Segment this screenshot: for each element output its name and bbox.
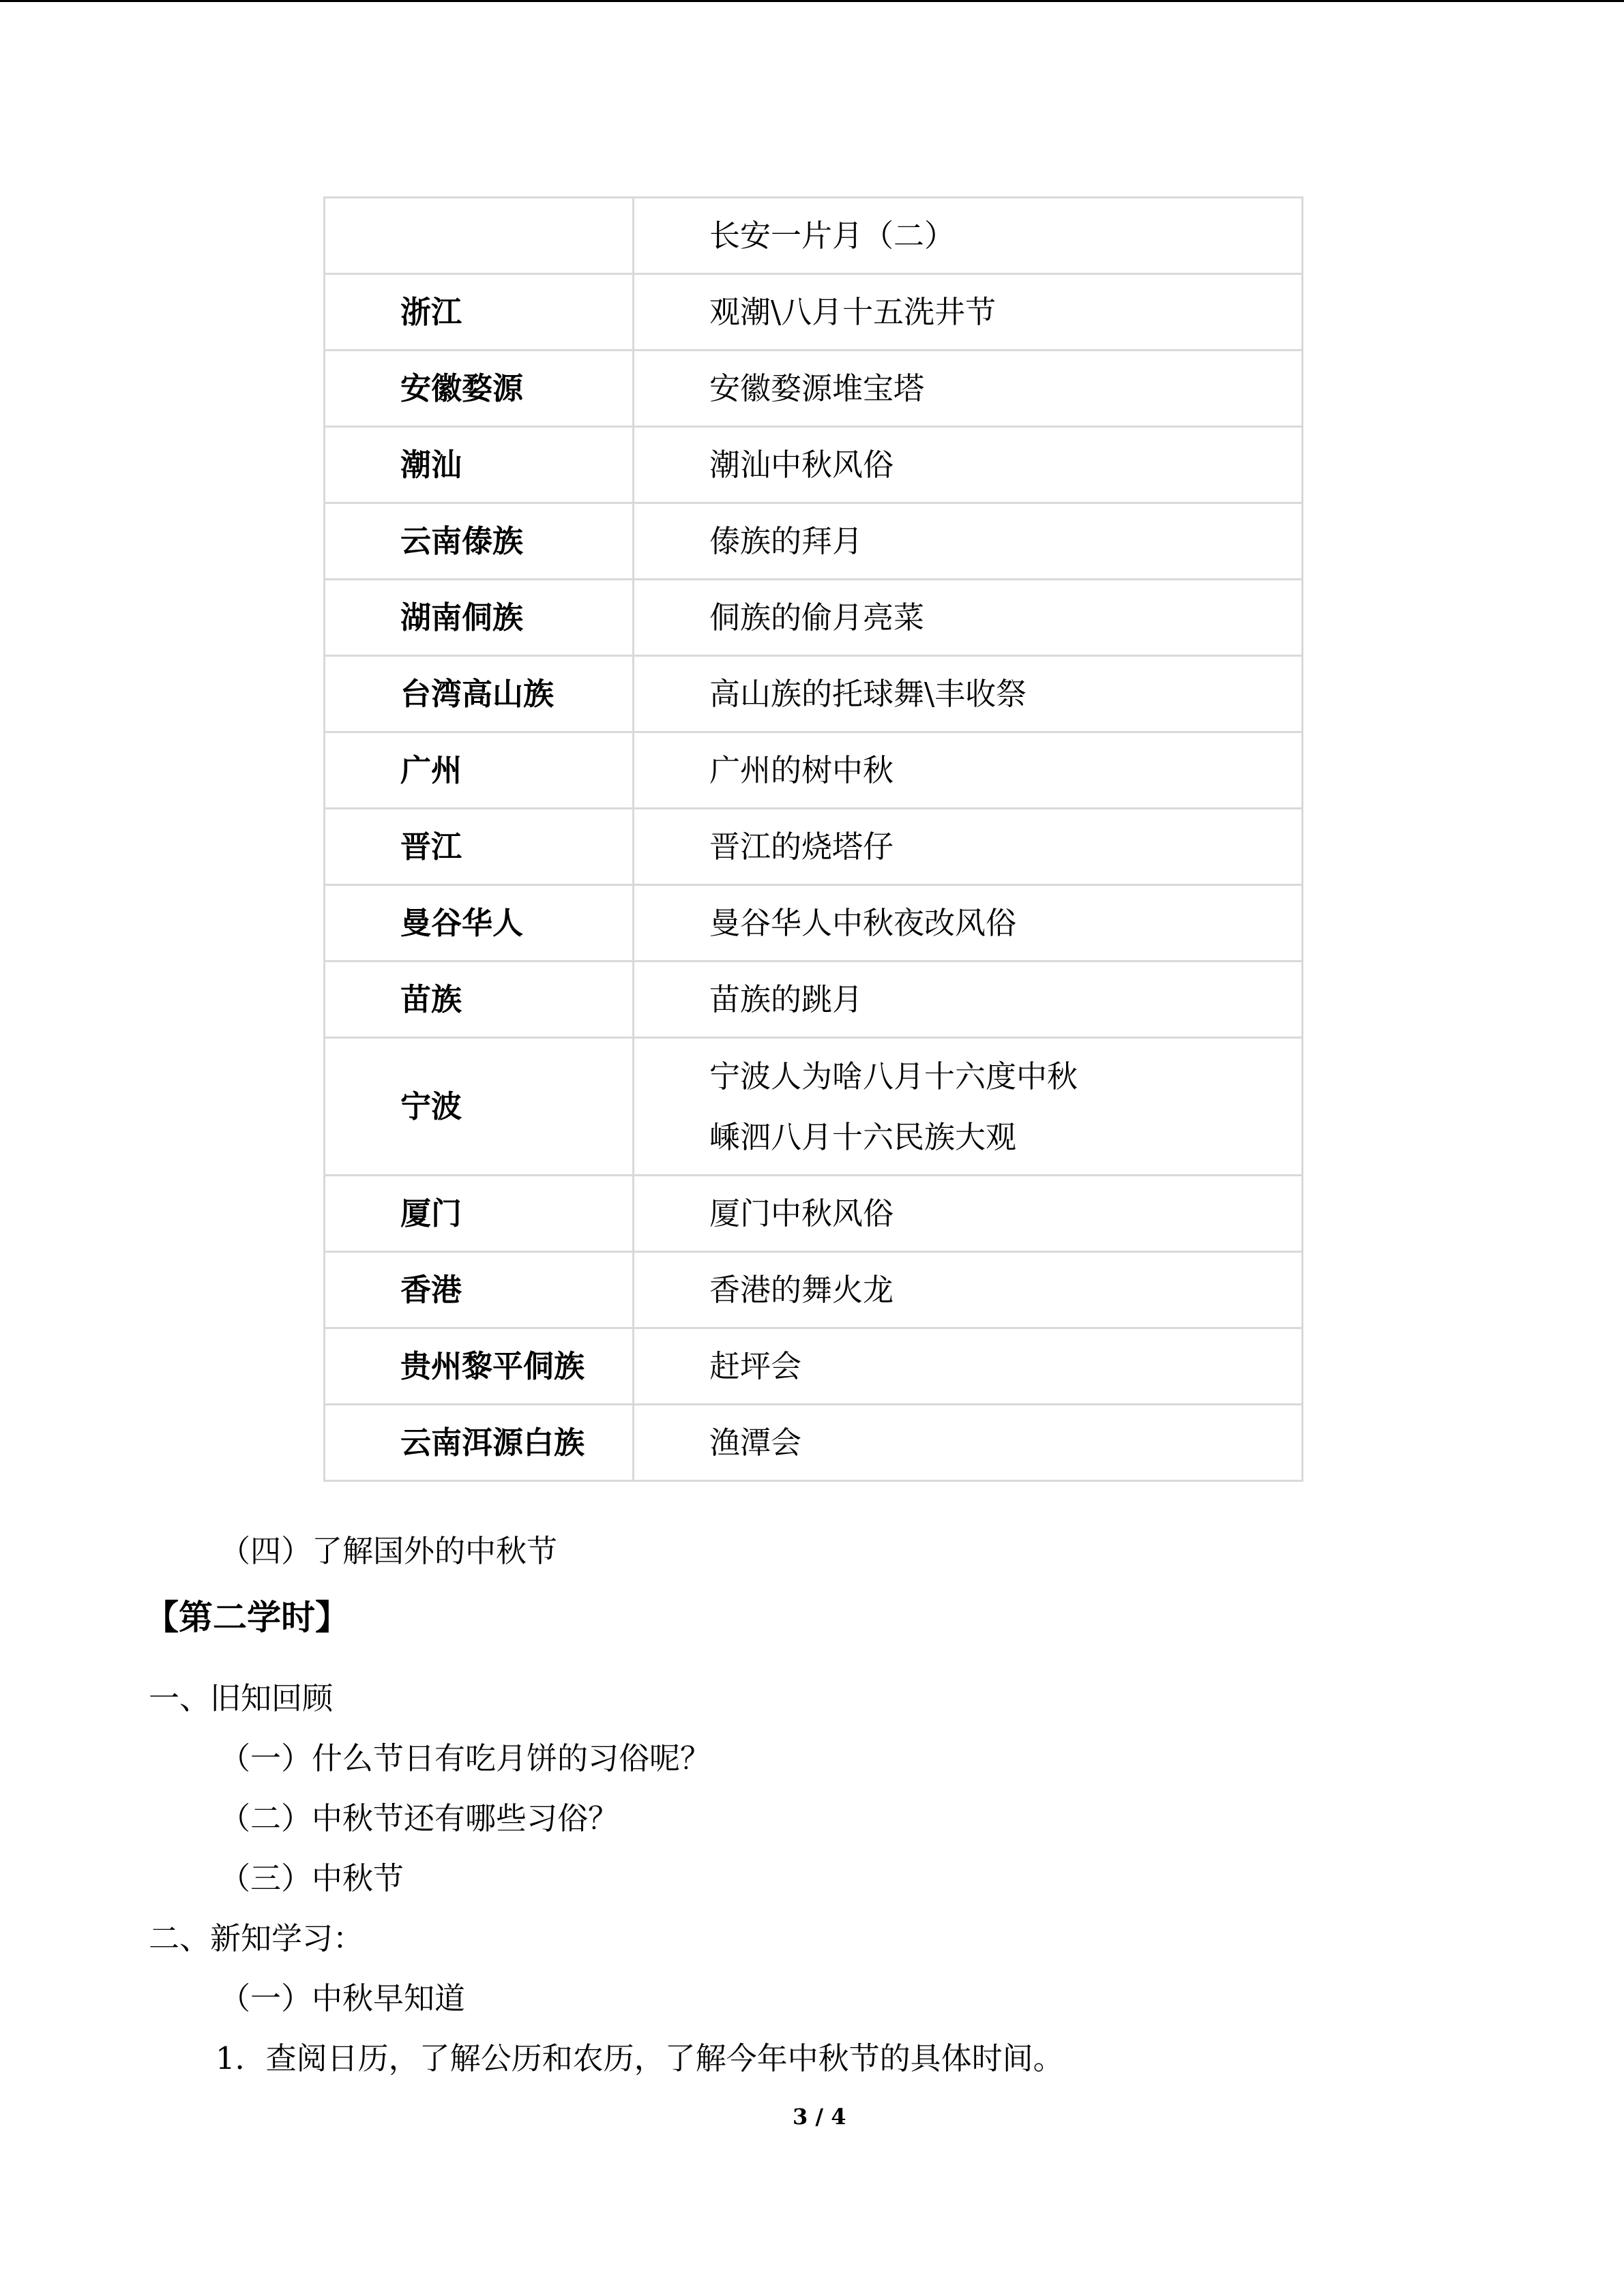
table-row — [325, 656, 1303, 732]
topic-cell — [634, 961, 1303, 1038]
topic-text: 高山族的托球舞\丰收祭 — [709, 676, 1027, 712]
table-row — [325, 732, 1303, 809]
topic-text: 广州的树中秋 — [709, 752, 894, 788]
region-cell: 贵州黎平侗族 — [325, 1328, 634, 1405]
topic-cell — [634, 885, 1303, 961]
topic-cell — [634, 656, 1303, 732]
region-cell: 湖南侗族 — [325, 580, 634, 656]
topic-text: 苗族的跳月 — [709, 981, 863, 1017]
customs-table-body — [325, 198, 1303, 1481]
header-region-cell — [325, 198, 634, 274]
region-cell: 云南洱源白族 — [325, 1405, 634, 1481]
topic-text: 渔潭会 — [709, 1425, 802, 1461]
table-row — [325, 1405, 1303, 1481]
table-row — [325, 580, 1303, 656]
topic-cell — [634, 1038, 1303, 1176]
topic-text: 香港的舞火龙 — [709, 1272, 894, 1308]
topic-cell — [634, 274, 1303, 351]
review-heading: 一、旧知回顾 — [149, 1680, 334, 1716]
header-topic-cell: 长安一片月（二） — [634, 198, 1303, 274]
topic-text: 傣族的拜月 — [709, 523, 863, 559]
table-row — [325, 351, 1303, 427]
region-cell: 云南傣族 — [325, 503, 634, 580]
topic-cell — [634, 427, 1303, 503]
topic-cell — [634, 732, 1303, 809]
topic-cell — [634, 1252, 1303, 1328]
region-cell: 潮汕 — [325, 427, 634, 503]
region-cell: 广州 — [325, 732, 634, 809]
table-row — [325, 1176, 1303, 1252]
topic-cell — [634, 809, 1303, 885]
topic-text: 曼谷华人中秋夜改风俗 — [709, 905, 1017, 941]
topic-text: 嵊泗八月十六民族大观 — [709, 1118, 1017, 1155]
new-learning-step-1: 1．查阅日历，了解公历和农历，了解今年中秋节的具体时间。 — [216, 2040, 1064, 2076]
topic-text: 赶坪会 — [709, 1348, 802, 1384]
review-item-2: （二）中秋节还有哪些习俗？ — [220, 1800, 619, 1836]
topic-text: 晋江的烧塔仔 — [709, 829, 894, 865]
table-row — [325, 885, 1303, 961]
topic-cell — [634, 351, 1303, 427]
page-number: 3 / 4 — [793, 2104, 846, 2130]
topic-cell — [634, 1405, 1303, 1481]
review-item-1: （一）什么节日有吃月饼的习俗呢？ — [220, 1740, 711, 1776]
table-row — [325, 1038, 1303, 1176]
table-row — [325, 274, 1303, 351]
new-learning-item-1: （一）中秋早知道 — [220, 1980, 466, 2016]
region-cell: 苗族 — [325, 961, 634, 1038]
region-cell: 厦门 — [325, 1176, 634, 1252]
table-header-row — [325, 198, 1303, 274]
lesson-2-heading: 【第二学时】 — [145, 1598, 349, 1637]
topic-cell — [634, 580, 1303, 656]
mid-autumn-customs-table — [323, 196, 1303, 1482]
review-item-3: （三）中秋节 — [220, 1860, 404, 1896]
topic-text: 潮汕中秋风俗 — [709, 447, 894, 483]
topic-cell — [634, 1176, 1303, 1252]
region-cell: 安徽婺源 — [325, 351, 634, 427]
table-row — [325, 1252, 1303, 1328]
topic-text: 观潮\八月十五洗井节 — [709, 294, 996, 330]
topic-text: 厦门中秋风俗 — [709, 1195, 894, 1232]
topic-text: 宁波人为啥八月十六度中秋 — [709, 1058, 1078, 1094]
region-cell: 台湾高山族 — [325, 656, 634, 732]
table-row — [325, 503, 1303, 580]
region-cell: 香港 — [325, 1252, 634, 1328]
topic-text: 侗族的偷月亮菜 — [709, 599, 925, 636]
topic-cell — [634, 503, 1303, 580]
table-row — [325, 809, 1303, 885]
page-top-border — [0, 0, 1624, 2]
region-cell: 曼谷华人 — [325, 885, 634, 961]
region-cell: 晋江 — [325, 809, 634, 885]
section-4-foreign-festival: （四）了解国外的中秋节 — [220, 1533, 558, 1569]
region-cell: 浙江 — [325, 274, 634, 351]
topic-text: 安徽婺源堆宝塔 — [709, 370, 925, 406]
new-learning-heading: 二、新知学习： — [149, 1920, 364, 1956]
table-row — [325, 1328, 1303, 1405]
region-cell: 宁波 — [325, 1038, 634, 1176]
table-row — [325, 427, 1303, 503]
table-row — [325, 961, 1303, 1038]
topic-cell — [634, 1328, 1303, 1405]
